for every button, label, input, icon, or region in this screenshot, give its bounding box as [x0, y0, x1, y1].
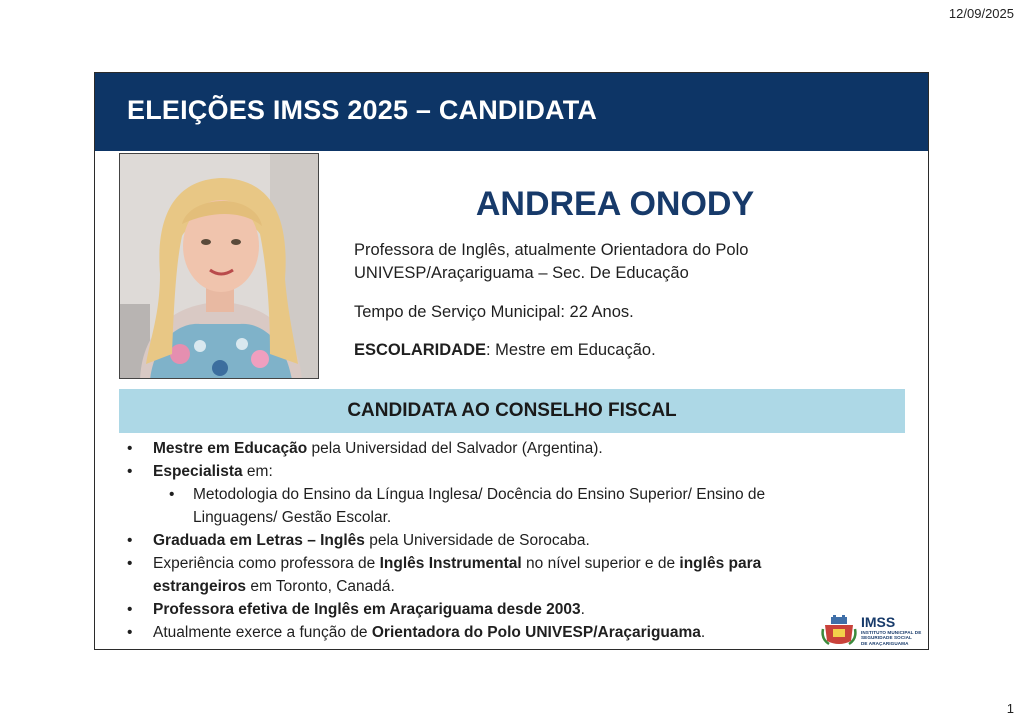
candidate-role-line1: Professora de Inglês, atualmente Orientadora do Polo [354, 241, 749, 259]
bold-text: Orientadora do Polo UNIVESP/Araçariguama [371, 624, 701, 641]
education-label: ESCOLARIDADE [354, 341, 487, 359]
text: pela Universidade de Sorocaba. [364, 532, 590, 549]
logo-word: IMSS [861, 614, 896, 630]
candidate-service-time: Tempo de Serviço Municipal: 22 Anos. [354, 303, 634, 321]
text: . [700, 624, 706, 641]
imss-logo [821, 613, 925, 649]
text: no nível superior e de [521, 555, 680, 572]
education-value: : Mestre em Educação. [486, 341, 656, 359]
list-item [127, 460, 827, 483]
list-item [127, 552, 827, 598]
list-subitem [127, 483, 827, 529]
page-date: 12/09/2025 [948, 6, 1014, 21]
logo-subtitle-1: INSTITUTO MUNICIPAL DE [861, 630, 922, 635]
portrait-illustration [120, 154, 319, 379]
text: Metodologia do Ensino da Língua Inglesa/ Docência do Ensino Superior/ Ensino de Linguagens/ Gestão Escolar. [193, 486, 766, 526]
list-item [127, 529, 827, 552]
slide-header [95, 73, 928, 151]
bold-text: inglês para estrangeiros [153, 555, 762, 595]
bold-text: Especialista [153, 463, 243, 480]
logo-subtitle-2: SEGURIDADE SOCIAL [861, 635, 912, 641]
text: em Toronto, Canadá. [246, 578, 395, 595]
logo-text [861, 615, 921, 646]
text: pela Universidad del Salvador (Argentina). [307, 440, 603, 457]
bold-text: Mestre em Educação [153, 440, 308, 457]
candidate-education [354, 339, 874, 362]
list-item [127, 437, 827, 460]
bold-text: Graduada em Letras – Inglês [153, 532, 365, 549]
list-item [127, 598, 827, 621]
slide-title: ELEIÇÕES IMSS 2025 – CANDIDATA [127, 95, 598, 125]
bold-text: Professora efetiva de Inglês em Araçariguama desde 2003 [153, 601, 581, 618]
qualifications-list [127, 437, 827, 644]
candidate-slide [94, 72, 929, 650]
list-item [127, 621, 827, 644]
text: . [580, 601, 585, 618]
candidate-role-line2: UNIVESP/Araçariguama – Sec. De Educação [354, 264, 689, 282]
bold-text: Inglês Instrumental [379, 555, 522, 572]
candidate-name: ANDREA ONODY [475, 185, 755, 223]
text: em: [242, 463, 273, 480]
text: Atualmente exerce a função de [153, 624, 372, 641]
page-number: 1 [1006, 701, 1014, 716]
logo-subtitle-3: DE ARAÇARIGUAMA [861, 640, 909, 646]
text: Experiência como professora de [153, 555, 380, 572]
candidate-role [354, 239, 874, 285]
municipal-seal-icon [821, 615, 857, 647]
candidate-photo [119, 153, 319, 379]
council-band: CANDIDATA AO CONSELHO FISCAL [119, 389, 905, 433]
